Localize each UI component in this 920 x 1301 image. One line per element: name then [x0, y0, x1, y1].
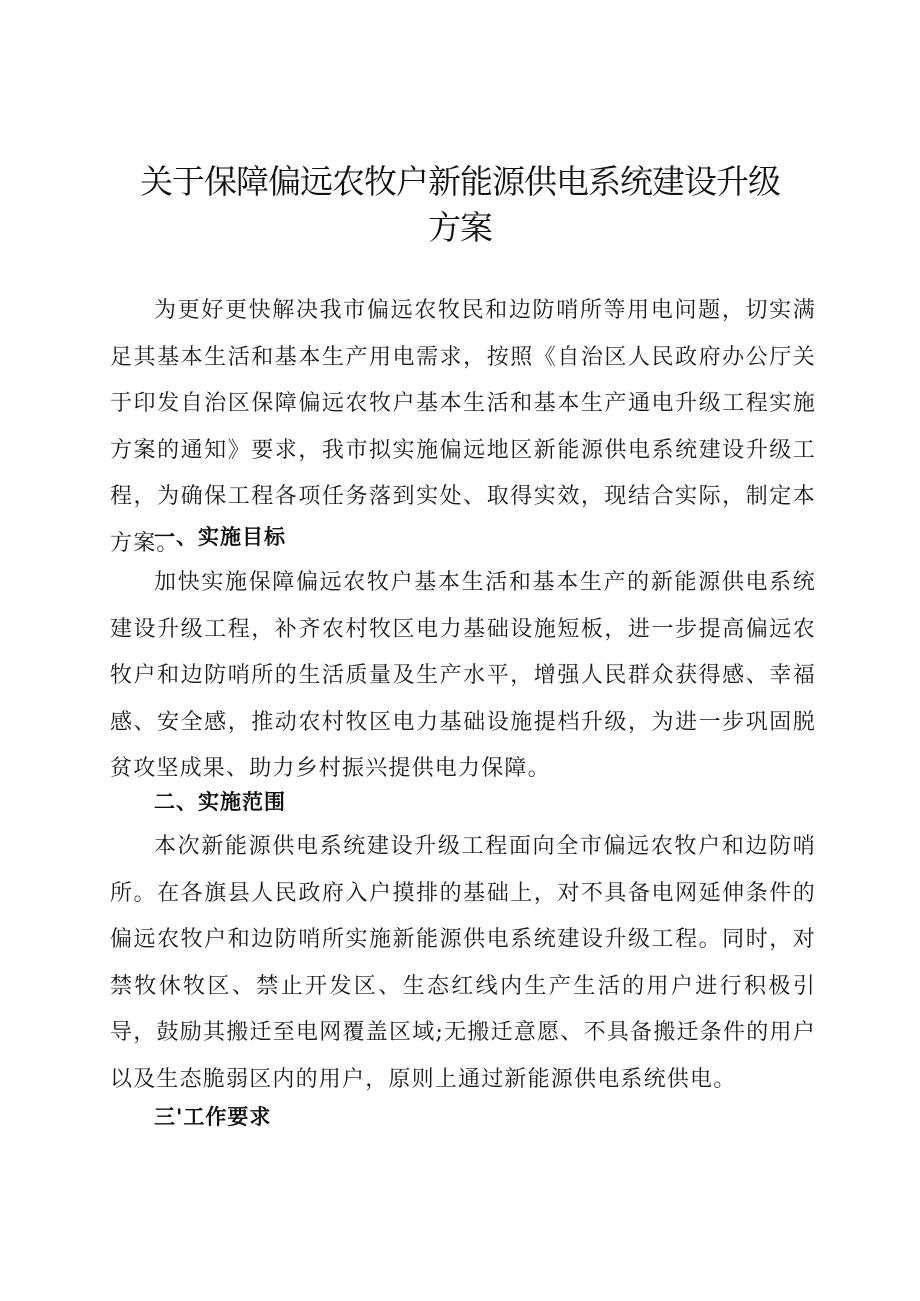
- document-title-continued: 方案: [428, 208, 492, 247]
- section-heading-objectives: 一、实施目标: [154, 525, 286, 549]
- section-heading-scope: 二、实施范围: [154, 790, 286, 814]
- section-body-objectives: 加快实施保障偏远农牧户基本生活和基本生产的新能源供电系统建设升级工程，补齐农村牧区电力基础设施短板，进一步提高偏远农牧户和边防哨所的生活质量及生产水平，增强人民群众获得感、幸福感、安全感，推动农村牧区电力基础设施提档升级，为进一步巩固脱贫攻坚成果、助力乡村振兴提供电力保障。: [110, 570, 816, 782]
- section-heading-requirements: 三'工作要求: [154, 1105, 272, 1129]
- section-body-scope: 本次新能源供电系统建设升级工程面向全市偏远农牧户和边防哨所。在各旗县人民政府入户摸排的基础上，对不具备电网延伸条件的偏远农牧户和边防哨所实施新能源供电系统建设升级工程。同时，对禁牧休牧区、禁止开发区、生态红线内生产生活的用户进行积极引导，鼓励其搬迁至电网覆盖区域;无搬迁意愿、不具备搬迁条件的用户以及生态脆弱区内的用户，原则上通过新能源供电系统供电。: [110, 834, 816, 1092]
- intro-paragraph: 为更好更快解决我市偏远农牧民和边防哨所等用电问题，切实满足其基本生活和基本生产用电需求，按照《自治区人民政府办公厅关于印发自治区保障偏远农牧户基本生活和基本生产通电升级工程实施方案的通知》要求，我市拟实施偏远地区新能源供电系统建设升级工程，为确保工程各项任务落到实处、取得实效，现结合实际，制定本方案。: [110, 298, 816, 556]
- document-title: 关于保障偏远农牧户新能源供电系统建设升级: [140, 162, 780, 201]
